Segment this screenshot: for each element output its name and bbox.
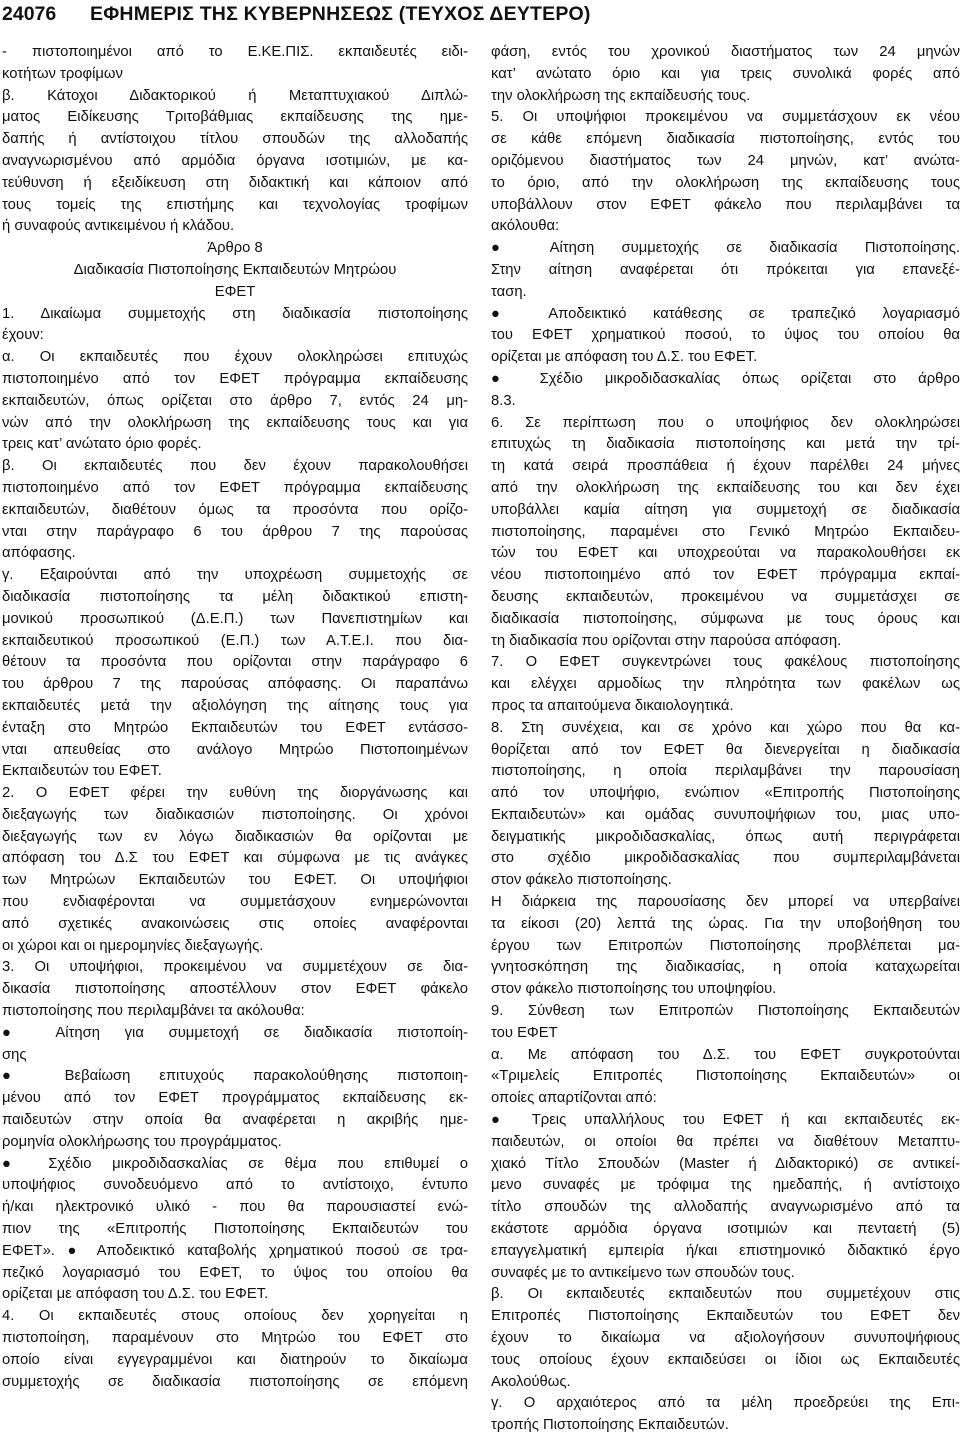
- text-line: του ΕΦΕΤ: [491, 1024, 558, 1041]
- text-line: δικασία πιστοποίησης αποστέλλουν στον ΕΦΕΤ φάκελο: [2, 981, 468, 998]
- text-line: χιακό Τίτλο Σπουδών (Master ή Διδακτορικό) σε αντικεί-: [491, 1155, 960, 1172]
- text-line: πιστοποίηση, παραμένουν στο Μητρώο του ΕΦΕΤ στο: [2, 1330, 468, 1347]
- text-line: κοτήτων τροφίμων: [2, 65, 123, 82]
- text-line: α. Με απόφαση του Δ.Σ. του ΕΦΕΤ συγκροτούνται: [491, 1046, 960, 1063]
- text-line: του ΕΦΕΤ χρηματικού ποσού, το ύψος του οποίου θα: [491, 327, 960, 344]
- text-line: στον φάκελο πιστοποίησης του υποψηφίου.: [491, 981, 777, 998]
- text-line: και ελέγχει αρμοδίως την πληρότητα των φακέλων ως: [491, 676, 960, 693]
- text-line: Ακολούθως.: [491, 1373, 571, 1390]
- text-line: φάση, εντός του χρονικού διαστήματος των 24 μηνών: [491, 44, 960, 60]
- text-line: έχουν το δικαίωμα να αξιολογήσουν συνυποψήφιους: [491, 1330, 960, 1347]
- text-line: εκπαιδευτών, όπως ορίζεται στο άρθρο 7, εντός 24 μη-: [2, 392, 468, 409]
- right-text-column: [491, 42, 960, 1437]
- text-line: στον φάκελο πιστοποίησης.: [491, 872, 672, 889]
- text-line: από σχετικές ανακοινώσεις στις οποίες αναφέρονται: [2, 915, 468, 932]
- text-line: οι χώροι και οι ημερομηνίες διεξαγωγής.: [2, 937, 264, 954]
- text-line: 6. Σε περίπτωση που ο υποψήφιος δεν ολοκληρώσει: [491, 414, 960, 431]
- text-line: των Μητρώων Εκπαιδευτών του ΕΦΕΤ. Οι υποψήφιοι: [2, 872, 468, 889]
- text-line: το όριο, από την ολοκλήρωση της εκπαίδευσης τους: [491, 174, 960, 191]
- page-number: 24076: [2, 3, 57, 25]
- text-line: ● Αποδεικτικό κατάθεσης σε τραπεζικό λογαριασμό: [491, 305, 960, 322]
- text-line: σης: [2, 1046, 27, 1063]
- text-line: ή/και ηλεκτρονικό υλικό - που θα παρουσιαστεί ενώ-: [2, 1199, 468, 1216]
- article-heading-line: Διαδικασία Πιστοποίησης Εκπαιδευτών Μητρώου: [73, 261, 397, 278]
- text-line: έχουν:: [2, 327, 44, 344]
- text-line: στο σχέδιο μικροδιδασκαλίας που συμπεριλαμβάνεται: [491, 850, 960, 867]
- text-line: τροπής Πιστοποίησης Εκπαιδευτών.: [491, 1417, 729, 1434]
- text-line: 7. Ο ΕΦΕΤ συγκεντρώνει τους φακέλους πιστοποίησης: [491, 654, 960, 671]
- text-line: ● Βεβαίωση επιτυχούς παρακολούθησης πιστοποιη-: [2, 1068, 468, 1085]
- text-line: ● Αίτηση για συμμετοχή σε διαδικασία πιστοποίη-: [2, 1024, 468, 1041]
- text-line: ακόλουθα:: [491, 218, 560, 235]
- text-line: ή συναφούς αντικειμένου ή κλάδου.: [2, 218, 235, 235]
- text-line: 8.3.: [491, 392, 516, 409]
- text-line: προς τα απαιτούμενα δικαιολογητικά.: [491, 697, 734, 714]
- text-line: από την ολοκλήρωση της εκπαίδευσης του και δεν έχει: [491, 479, 960, 496]
- text-line: 2. Ο ΕΦΕΤ φέρει την ευθύνη της διοργάνωσης και: [2, 785, 468, 802]
- text-line: οποίες απαρτίζονται από:: [491, 1090, 657, 1107]
- text-line: παιδευτών στην οποία θα αναφέρεται η ακριβής ημε-: [2, 1112, 468, 1129]
- text-line: 3. Οι υποψήφιοι, προκειμένου να συμμετέχουν σε δια-: [2, 959, 468, 976]
- text-line: 5. Οι υποψήφιοι προκειμένου να συμμετάσχουν εκ νέου: [491, 109, 960, 126]
- text-line: πιστοποιημένο από τον ΕΦΕΤ πρόγραμμα εκπαίδευσης: [2, 479, 468, 496]
- text-line: ● Σχέδιο μικροδιδασκαλίας όπως ορίζεται στο άρθρο: [491, 370, 960, 387]
- text-line: θορίζεται από τον ΕΦΕΤ θα διενεργείται η διαδικασία: [491, 741, 960, 758]
- text-line: 8. Στη συνέχεια, και σε χρόνο και χώρο που θα κα-: [491, 719, 960, 736]
- text-line: Επιτροπές Πιστοποίησης Εκπαιδευτών του ΕΦΕΤ δεν: [491, 1308, 960, 1325]
- text-line: τα είκοσι (20) λεπτά της ώρας. Για την υποβοήθηση του: [491, 915, 960, 932]
- text-line: μονικού προσωπικού (Δ.Ε.Π.) των Πανεπιστημίων και: [2, 610, 468, 627]
- text-line: Εκπαιδευτών» και ομάδας συνυποψήφιων του, μιας υπο-: [491, 806, 960, 823]
- text-line: γνητοσκόπηση της διαδικασίας, η οποία καταχωρείται: [491, 959, 960, 976]
- text-line: διεξαγωγής των εν λόγω διαδικασιών θα ορίζονται με: [2, 828, 468, 845]
- text-line: υποψήφιος συνοδευόμενο από το αντίστοιχο, έντυπο: [2, 1177, 468, 1194]
- text-line: σε κάθε επόμενη διαδικασία πιστοποίησης, εντός του: [491, 131, 960, 148]
- text-line: Στην αίτηση αναφέρεται ότι πρόκειται για επανεξέ-: [491, 261, 960, 278]
- text-line: επιτυχώς τη διαδικασία πιστοποίησης και μετά την τρί-: [491, 436, 960, 453]
- text-line: μένου από τον ΕΦΕΤ προγράμματος εκπαίδευσης εκ-: [2, 1090, 468, 1107]
- text-line: τών του ΕΦΕΤ και υποχρεούται να παρακολουθήσει εκ: [491, 545, 960, 562]
- text-line: - πιστοποιημένοι από το Ε.ΚΕ.ΠΙΣ. εκπαιδευτές ειδι-: [2, 44, 468, 60]
- text-line: συναφές με το αντικείμενο των σπουδών τους.: [491, 1264, 795, 1281]
- article-heading-line: Άρθρο 8: [207, 240, 263, 257]
- text-line: συμμετοχής σε διαδικασία πιστοποίησης σε επόμενη: [2, 1373, 468, 1390]
- text-line: απόφασης.: [2, 545, 76, 562]
- text-line: ● Αίτηση συμμετοχής σε διαδικασία Πιστοποίησης.: [491, 240, 960, 257]
- article-heading-line: ΕΦΕΤ: [214, 283, 256, 300]
- text-line: εκπαιδευτικού προσωπικού (Ε.Π.) των Α.Τ.Ε.Ι. που δια-: [2, 632, 468, 649]
- text-line: πιστοποίησης, παραμένει στο Γενικό Μητρώο Εκπαιδευ-: [491, 523, 960, 540]
- text-line: νται στην παράγραφο 6 του άρθρου 7 της παρούσας: [2, 523, 468, 540]
- text-line: αναγνωρισμένου από αρμόδια όργανα ισοτιμιών, με κα-: [2, 152, 468, 169]
- text-line: τους τομείς της επιστήμης και τεχνολογίας τροφίμων: [2, 196, 468, 213]
- text-line: πεζικό λογαριασμό του ΕΦΕΤ, το ύψος του οποίου θα: [2, 1264, 468, 1281]
- text-line: οποίο είναι εγγεγραμμένοι και διατηρούν το δικαίωμα: [2, 1351, 468, 1368]
- text-line: διαδικασία πιστοποίησης τα μέλη διδακτικού επιστη-: [2, 588, 468, 605]
- text-line: 4. Οι εκπαιδευτές στους οποίους δεν χορηγείται η: [2, 1308, 468, 1325]
- text-line: ταση.: [491, 283, 527, 300]
- text-line: επαγγελματική εμπειρία ή/και επιστημονικό διδακτικό έργο: [491, 1242, 960, 1259]
- text-line: τη διαδικασία που ορίζονται στην παρούσα απόφαση.: [491, 632, 842, 649]
- text-line: τίτλο σπουδών της αλλοδαπής αναγνωρισμένο από τα: [491, 1199, 960, 1216]
- text-line: του άρθρου 7 της παρούσας απόφασης. Οι παραπάνω: [2, 676, 468, 693]
- text-line: νέου πιστοποιημένο από τον ΕΦΕΤ πρόγραμμα εκπαί-: [491, 567, 960, 584]
- text-line: 9. Σύνθεση των Επιτροπών Πιστοποίησης Εκπαιδευτών: [491, 1003, 960, 1020]
- text-line: ρομηνία ολοκλήρωσης του προγράμματος.: [2, 1133, 282, 1150]
- text-line: απόφαση του Δ.Σ του ΕΦΕΤ και σύμφωνα με τις ανάγκες: [2, 850, 468, 867]
- text-line: θέτουν τα προσόντα που ορίζονται στην παράγραφο 6: [2, 654, 468, 671]
- text-line: από τον υποψήφιο, ενώπιον «Επιτροπής Πιστοποίησης: [491, 785, 960, 802]
- text-line: ένταξη στο Μητρώο Εκπαιδευτών του ΕΦΕΤ εντάσσο-: [2, 719, 468, 736]
- text-line: υποβάλλει καμία αίτηση για συμμετοχή σε διαδικασία: [491, 501, 960, 518]
- text-line: ● Σχέδιο μικροδιδασκαλίας σε θέμα που επιθυμεί ο: [2, 1155, 468, 1172]
- text-line: νται απευθείας στο ανάλογο Μητρώο Πιστοποιημένων: [2, 741, 468, 758]
- text-line: τρεις κατ’ ανώτατο όριο φορές.: [2, 436, 202, 453]
- text-line: διαδικασία πιστοποίησης, σύμφωνα με τους όρους και: [491, 610, 960, 627]
- text-line: εκπαιδευτές μετά την αξιολόγηση της αίτησης τους για: [2, 697, 468, 714]
- text-line: ορίζεται με απόφαση του Δ.Σ. του ΕΦΕΤ.: [2, 1286, 269, 1303]
- text-line: κατ’ ανώτατο όριο και για τρεις συνολικά φορές από: [491, 65, 960, 82]
- gazette-title: ΕΦΗΜΕΡΙΣ ΤΗΣ ΚΥΒΕΡΝΗΣΕΩΣ (ΤΕΥΧΟΣ ΔΕΥΤΕΡΟ): [90, 3, 591, 25]
- text-line: γ. Ο αρχαιότερος από τα μέλη προεδρεύει της Επι-: [491, 1395, 960, 1412]
- text-line: μενο συναφές με τρόφιμα της ημεδαπής, ή αντίστοιχο: [491, 1177, 960, 1194]
- text-line: εκπαιδευτών, διαθέτουν όμως τα προσόντα που ορίζο-: [2, 501, 468, 518]
- text-line: ματος Ειδίκευσης Τριτοβάθμιας εκπαίδευσης της ημε-: [2, 109, 468, 126]
- text-line: που ενδιαφέρονται να συμμετάσχουν ενημερώνονται: [2, 894, 468, 911]
- text-line: υποβάλλουν στον ΕΦΕΤ φάκελο που περιλαμβάνει τα: [491, 196, 960, 213]
- text-line: β. Οι εκπαιδευτές που δεν έχουν παρακολουθήσει: [2, 458, 468, 475]
- page-header: [2, 3, 958, 27]
- text-line: την ολοκλήρωση της εκπαίδευσής τους.: [491, 87, 751, 104]
- text-line: πιον της «Επιτροπής Πιστοποίησης Εκπαιδευτών του: [2, 1221, 468, 1238]
- text-line: ΕΦΕΤ». ● Αποδεικτικό καταβολής χρηματικού ποσού σε τρα-: [2, 1242, 468, 1259]
- text-line: πιστοποίησης, η οποία περιλαμβάνει την παρουσίαση: [491, 763, 960, 780]
- text-line: τους οποίους έχουν εκπαιδεύσει οι ίδιοι ως Εκπαιδευτές: [491, 1351, 960, 1368]
- text-line: τη κατά σειρά προσπάθεια ή έχουν παρέλθει 24 μήνες: [491, 458, 960, 475]
- text-line: έργου των Επιτροπών Πιστοποίησης προβλέπεται μα-: [491, 937, 960, 954]
- text-line: διεξαγωγής των διαδικασιών πιστοποίησης. Οι χρόνοι: [2, 806, 468, 823]
- text-line: δειγματικής μικροδιδασκαλίας, όπως αυτή περιγράφεται: [491, 828, 960, 845]
- text-line: πιστοποιημένο από τον ΕΦΕΤ πρόγραμμα εκπαίδευσης: [2, 370, 468, 387]
- left-text-column: [2, 42, 468, 1393]
- text-line: ● Τρεις υπαλλήλους του ΕΦΕΤ ή και εκπαιδευτές εκ-: [491, 1112, 960, 1129]
- text-line: β. Οι εκπαιδευτές εκπαιδευτών που συμμετέχουν στις: [491, 1286, 960, 1303]
- text-line: γ. Εξαιρούνται από την υποχρέωση συμμετοχής σε: [2, 567, 468, 584]
- text-line: εκάστοτε αρμόδια όργανα ισοτιμιών και πενταετή (5): [491, 1221, 960, 1238]
- text-line: δαπής ή αντίστοιχου τίτλου σπουδών της αλλοδαπής: [2, 131, 468, 148]
- text-line: παιδευτών, οι οποίοι θα πρέπει να διαθέτουν Μεταπτυ-: [491, 1133, 960, 1150]
- text-line: πιστοποίησης που περιλαμβάνει τα ακόλουθα:: [2, 1003, 305, 1020]
- text-line: Η διάρκεια της παρουσίασης δεν μπορεί να υπερβαίνει: [491, 894, 960, 911]
- text-line: νών από την ολοκλήρωση της εκπαίδευσης τους και για: [2, 414, 468, 431]
- text-line: οριζόμενου διαστήματος των 24 μηνών, κατ’ ανώτα-: [491, 152, 960, 169]
- text-line: δευσης εκπαιδευτών, προκειμένου να συμμετάσχει σε: [491, 588, 960, 605]
- text-line: «Τριμελείς Επιτροπές Πιστοποίησης Εκπαιδευτών» οι: [491, 1068, 960, 1085]
- text-line: 1. Δικαίωμα συμμετοχής στη διαδικασία πιστοποίησης: [2, 305, 468, 322]
- text-line: Εκπαιδευτών του ΕΦΕΤ.: [2, 763, 162, 780]
- text-line: β. Κάτοχοι Διδακτορικού ή Μεταπτυχιακού Διπλώ-: [2, 87, 468, 104]
- text-line: τεύθυνση ή εξειδίκευση στη διδακτική και κάποιον από: [2, 174, 468, 191]
- text-line: ορίζεται με απόφαση του Δ.Σ. του ΕΦΕΤ.: [491, 349, 758, 366]
- text-line: α. Οι εκπαιδευτές που έχουν ολοκληρώσει επιτυχώς: [2, 349, 468, 366]
